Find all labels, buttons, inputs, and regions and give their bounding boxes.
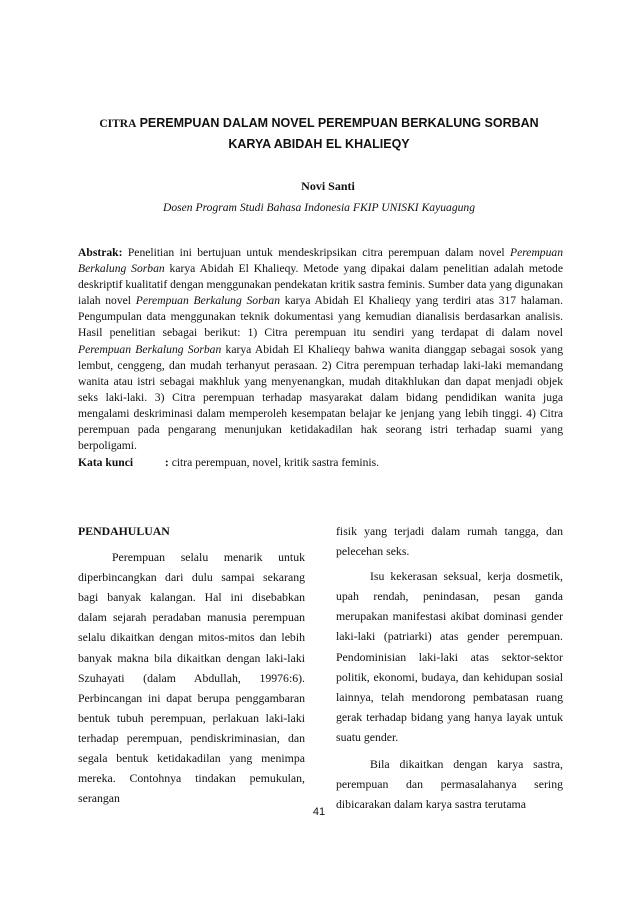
right-column [336,521,563,814]
novel-title-2: Perempuan Berkalung Sorban [135,294,280,308]
keywords-text: citra perempuan, novel, kritik sastra feminis. [171,456,380,469]
novel-title-3: Perempuan Berkalung Sorban [78,342,222,356]
keywords-label: Kata kunci [78,456,134,469]
section-heading: PENDAHULUAN [78,524,170,538]
abstract-text-4: karya Abidah El Khalieqy bahwa wanita dianggap sebagai sosok yang lembut, cenggeng, dan mudah terhanyut perasaan. 2) Citra perempuan terhadap laki-laki memandang wanita atau istri sebagai makhluk yang menyenangkan, mudah ditakhlukan dan dapat menjadi objek seks laki-laki. 3) Citra perempuan terhadap masyarakat dalam bidang pendidikan wanita juga mengalami deskriminasi dalam memperoleh kesempatan belajar ke jenjang yang lebih tinggi. 4) Citra perempuan pada pengarang menunjukan ketidakadilan hak seorang istri terhadap suami yang berpoligami. [78,342,564,453]
author-affiliation: Dosen Program Studi Bahasa Indonesia FKIP UNISKI Kayuagung [162,201,476,214]
page-number: 41 [312,806,326,818]
paragraph-1: Perempuan selalu menarik untuk diperbincangkan dari dulu sampai sekarang bagi banyak kalangan. Hal ini disebabkan dalam sejarah peradaban manusia perempuan selalu dikaitkan dengan mitos-mitos dan lebih banyak makna bila dikaitkan dengan laki-laki Szuhayati (dalam Abdullah, 19976:6). Perbincangan ini dapat berupa penggambaran bentuk tubuh perempuan, perlakuan laki-laki terhadap perempuan, pendiskriminasian, dan segala bentuk ketidakadilan yang menimpa mereka. Contohnya tindakan pemukulan, serangan [78,550,305,806]
author-name: Novi Santi [301,179,355,193]
title-line-1 [60,113,578,134]
title-line-1-text: PEREMPUAN DALAM NOVEL PEREMPUAN BERKALUNG SORBAN [139,116,539,130]
title-line-2: KARYA ABIDAH EL KHALIEQY [228,137,410,151]
title-lead-word: CITRA [99,118,137,130]
abstract [78,245,563,454]
left-column [78,521,305,808]
abstract-text-2: karya Abidah El Khalieqy. Metode yang dipakai dalam penelitian adalah metode deskriptif kualitatif dengan menggunakan pendekatan kritik sastra feminis. Sumber data yang digunakan ialah novel [78,262,563,308]
paper-title [60,113,578,154]
keywords-colon: : [164,456,169,469]
abstract-text-1: Penelitian ini bertujuan untuk mendeskripsikan citra perempuan dalam novel [127,246,505,259]
abstract-label: Abstrak: [78,246,123,259]
paragraph-3: Bila dikaitkan dengan karya sastra, perempuan dan permasalahanya sering dibicarakan dalam karya sastra terutama [336,757,563,812]
paragraph-2: Isu kekerasan seksual, kerja dosmetik, upah rendah, penindasan, pesan ganda merupakan manifestasi akibat dominasi gender laki-laki (patriarki) atas gender perempuan. Pendominisian laki-laki atas sektor-sektor politik, ekonomi, budaya, dan kehidupan sosial lainnya, telah mendorong pembatasan ruang gerak terhadap bidang yang hanya layak untuk suatu gender. [336,569,563,744]
paragraph-1-continued: fisik yang terjadi dalam rumah tangga, dan pelecehan seks. [336,524,563,559]
abstract-text-3: karya Abidah El Khalieqy yang terdiri atas 317 halaman. Pengumpulan data menggunakan teknik dokumentasi yang kemudian dianalisis berdasarkan analisis. Hasil penelitian sebagai berikut: 1) Citra perempuan itu sendiri yang terdapat di dalam novel [78,294,563,340]
keywords [78,455,563,471]
novel-title-1: Perempuan Berkalung Sorban [78,246,563,276]
